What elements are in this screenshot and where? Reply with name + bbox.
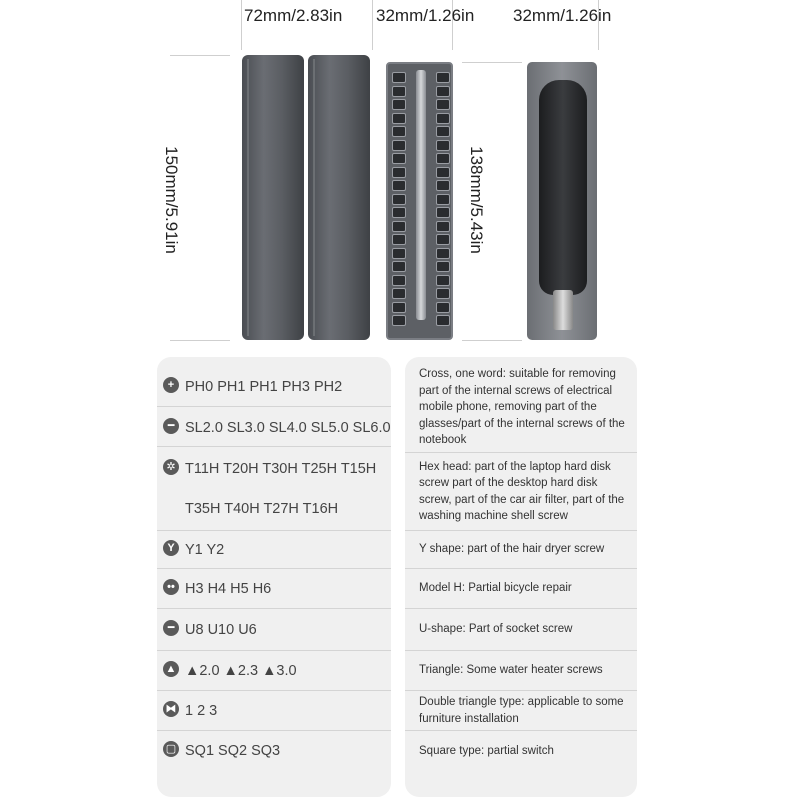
screwdriver-bit [392, 153, 406, 164]
screwdriver-bit [392, 86, 406, 97]
bit-codes-continued: T35H T40H T27H T16H [185, 501, 339, 517]
bit-codes: T11H T20H T30H T25H T15H [185, 461, 377, 477]
dimension-guide [170, 340, 230, 341]
bit-row-y [157, 531, 391, 569]
screwdriver-bit [392, 221, 406, 232]
desc-double-triangle: Double triangle type: applicable to some furniture installation [405, 691, 637, 731]
screwdriver-bit [392, 302, 406, 313]
bit-row-u [157, 609, 391, 651]
screwdriver-bit [436, 221, 450, 232]
bit-row-triangle [157, 651, 391, 691]
screwdriver-bit [392, 167, 406, 178]
dimension-guide [372, 0, 373, 50]
screwdriver-bit [392, 113, 406, 124]
dimension-guide [241, 0, 242, 50]
screwdriver-bit [436, 180, 450, 191]
screwdriver-bit [436, 261, 450, 272]
handle-tip [553, 290, 573, 330]
screwdriver-bit [392, 234, 406, 245]
screwdriver-bit [392, 140, 406, 151]
torx-icon: ✲ [163, 459, 179, 475]
handle-height-label: 138mm/5.43in [466, 146, 486, 254]
screwdriver-bit [436, 302, 450, 313]
screwdriver-bit [436, 113, 450, 124]
screwdriver-bit [436, 153, 450, 164]
case-width-label: 72mm/2.83in [244, 6, 343, 25]
bit-codes: ▲2.0 ▲2.3 ▲3.0 [185, 663, 297, 679]
screwdriver-bit [392, 180, 406, 191]
screwdriver-bit [392, 288, 406, 299]
bit-codes: Y1 Y2 [185, 542, 225, 558]
case-half-left [242, 55, 304, 340]
screwdriver-bit [436, 234, 450, 245]
screwdriver-bit [392, 99, 406, 110]
bit-codes: U8 U10 U6 [185, 622, 257, 638]
bit-row-h [157, 569, 391, 609]
bit-codes: SL2.0 SL3.0 SL4.0 SL5.0 SL6.0 [185, 420, 391, 436]
triangle-icon: ▲ [163, 661, 179, 677]
dimension-guide [170, 55, 230, 56]
screwdriver-bit [392, 72, 406, 83]
bit-codes: SQ1 SQ2 SQ3 [185, 743, 281, 759]
phillips-icon: + [163, 377, 179, 393]
bit-row-phillips [157, 357, 391, 407]
y-shape-icon: Y [163, 540, 179, 556]
tray-width-label: 32mm/1.26in [376, 6, 475, 25]
desc-u: U-shape: Part of socket screw [405, 609, 637, 651]
screwdriver-bit [436, 140, 450, 151]
screwdriver-bit [436, 86, 450, 97]
screwdriver-bit [392, 275, 406, 286]
desc-torx: Hex head: part of the laptop hard disk screw part of the desktop hard disk screw, part of the car air filter, part of the washing machine shell screw [405, 453, 637, 531]
bit-row-double-triangle [157, 691, 391, 731]
bit-codes: H3 H4 H5 H6 [185, 581, 272, 597]
screwdriver-handle [539, 80, 587, 295]
bit-codes: PH0 PH1 PH1 PH3 PH2 [185, 379, 343, 395]
bit-descriptions-table [405, 357, 637, 797]
bit-row-slotted [157, 407, 391, 447]
screwdriver-bit [436, 248, 450, 259]
case-height-label: 150mm/5.91in [161, 146, 181, 254]
extension-shaft [416, 70, 426, 320]
bit-codes-table [157, 357, 391, 797]
desc-phillips: Cross, one word: suitable for removing part of the internal screws of electrical mobile phone, removing part of the glasses/part of the internal screws of the notebook [405, 357, 637, 453]
bit-row-torx [157, 447, 391, 531]
desc-triangle: Triangle: Some water heater screws [405, 651, 637, 691]
screwdriver-bit [436, 72, 450, 83]
hex-h-icon: •• [163, 579, 179, 595]
screwdriver-bit [392, 126, 406, 137]
square-icon: ▢ [163, 741, 179, 757]
bit-row-square [157, 731, 391, 771]
desc-h: Model H: Partial bicycle repair [405, 569, 637, 609]
screwdriver-bit [436, 126, 450, 137]
u-shape-icon: ━ [163, 620, 179, 636]
screwdriver-bit [392, 207, 406, 218]
screwdriver-bit [436, 194, 450, 205]
screwdriver-bit [436, 288, 450, 299]
dimension-guide [462, 62, 522, 63]
screwdriver-bit [392, 248, 406, 259]
screwdriver-bit [436, 99, 450, 110]
dimension-guide [462, 340, 522, 341]
screwdriver-bit [436, 275, 450, 286]
screwdriver-bit [392, 194, 406, 205]
screwdriver-bit [436, 167, 450, 178]
double-triangle-icon: ⧓ [163, 701, 179, 717]
desc-square: Square type: partial switch [419, 744, 554, 757]
case-half-right [308, 55, 370, 340]
screwdriver-bit [392, 315, 406, 326]
slotted-icon: ━ [163, 418, 179, 434]
screwdriver-bit [436, 315, 450, 326]
screwdriver-bit [392, 261, 406, 272]
handle-width-label: 32mm/1.26in [513, 6, 612, 25]
screwdriver-bit [436, 207, 450, 218]
desc-y: Y shape: part of the hair dryer screw [405, 531, 637, 569]
bit-codes: 1 2 3 [185, 703, 218, 719]
